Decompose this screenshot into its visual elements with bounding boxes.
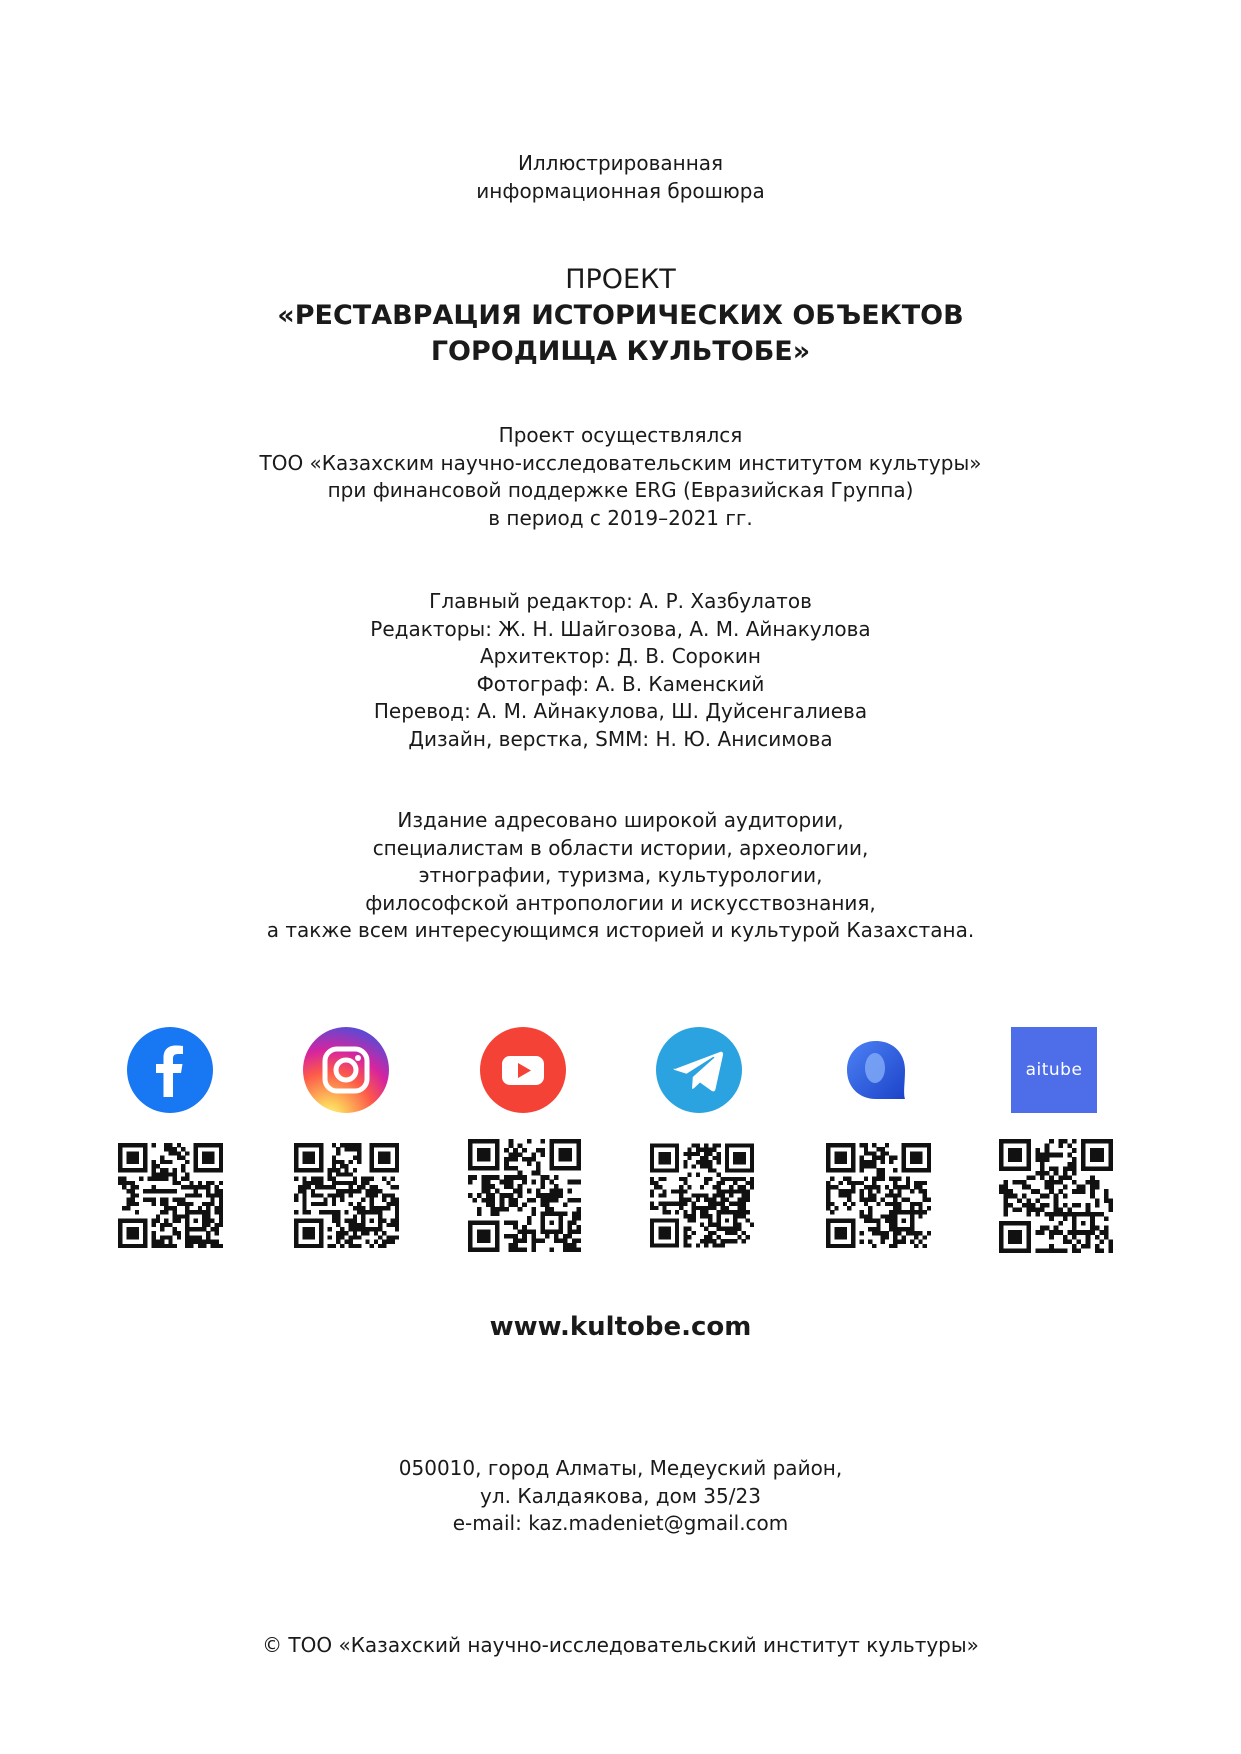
facebook-qr-code[interactable]	[118, 1143, 223, 1248]
audience-line: а также всем интересующимся историей и культурой Казахстана.	[266, 918, 975, 942]
implementation-info	[0, 422, 1241, 532]
credit-line: Перевод: А. М. Айнакулова, Ш. Дуйсенгалиева	[373, 699, 868, 723]
implementation-line: при финансовой поддержке ERG (Евразийская Группа)	[327, 478, 914, 502]
aitube-icon[interactable]	[1011, 1027, 1097, 1113]
credit-line: Редакторы: Ж. Н. Шайгозова, А. М. Айнакулова	[370, 616, 871, 641]
address-email[interactable]: e-mail: kaz.madeniet@gmail.com	[452, 1511, 789, 1535]
credit-line: Фотограф: А. В. Каменский	[476, 671, 765, 696]
audience-line: философской антропологии и искусствознания,	[365, 890, 876, 915]
address	[0, 1455, 1241, 1538]
address-line: 050010, город Алматы, Медеуский район,	[398, 1456, 843, 1480]
copyright: © ТОО «Казахский научно-исследовательский институт культуры»	[262, 1633, 979, 1657]
instagram-icon[interactable]	[303, 1027, 389, 1113]
credit-line: Архитектор: Д. В. Сорокин	[480, 644, 761, 668]
project-label: ПРОЕКТ	[565, 264, 676, 295]
audience-line: Издание адресовано широкой аудитории,	[397, 808, 844, 832]
credits	[0, 588, 1241, 753]
brochure-type	[0, 150, 1241, 205]
facebook-icon[interactable]	[127, 1027, 213, 1113]
youtube-icon[interactable]	[480, 1027, 566, 1113]
implementation-line: Проект осуществлялся	[498, 423, 743, 447]
implementation-line: в период с 2019–2021 гг.	[488, 505, 753, 530]
yandex-zen-qr-code[interactable]	[826, 1143, 931, 1248]
youtube-glyph	[480, 1027, 566, 1113]
implementation-line: ТОО «Казахским научно-исследовательским институтом культуры»	[259, 450, 982, 475]
audience-line: специалистам в области истории, археологии,	[372, 835, 869, 860]
telegram-icon[interactable]	[656, 1027, 742, 1113]
yandex-zen-glyph	[833, 1027, 919, 1113]
project-title-line: ГОРОДИЩА КУЛЬТОБЕ»	[430, 336, 811, 367]
audience-line: этнографии, туризма, культурологии,	[418, 863, 823, 887]
facebook-glyph	[127, 1027, 213, 1113]
brochure-type-line: информационная брошюра	[476, 178, 765, 203]
youtube-qr-code[interactable]	[468, 1139, 581, 1252]
audience-info	[0, 807, 1241, 945]
brochure-type-line: Иллюстрированная	[517, 151, 724, 175]
credit-line: Главный редактор: А. Р. Хазбулатов	[429, 589, 812, 613]
credit-line: Дизайн, верстка, SMM: Н. Ю. Анисимова	[408, 726, 833, 751]
address-line: ул. Калдаякова, дом 35/23	[480, 1483, 761, 1508]
project-heading	[0, 262, 1241, 370]
yandex-zen-icon[interactable]	[833, 1027, 919, 1113]
aitube-qr-code[interactable]	[999, 1139, 1113, 1253]
project-title-line: «РЕСТАВРАЦИЯ ИСТОРИЧЕСКИХ ОБЪЕКТОВ	[277, 300, 964, 331]
telegram-glyph	[656, 1027, 742, 1113]
website-link[interactable]: www.kultobe.com	[489, 1312, 752, 1342]
instagram-qr-code[interactable]	[294, 1143, 399, 1248]
aitube-label: aitube	[1025, 1060, 1083, 1080]
telegram-qr-code[interactable]	[650, 1143, 754, 1248]
instagram-glyph	[303, 1027, 389, 1113]
